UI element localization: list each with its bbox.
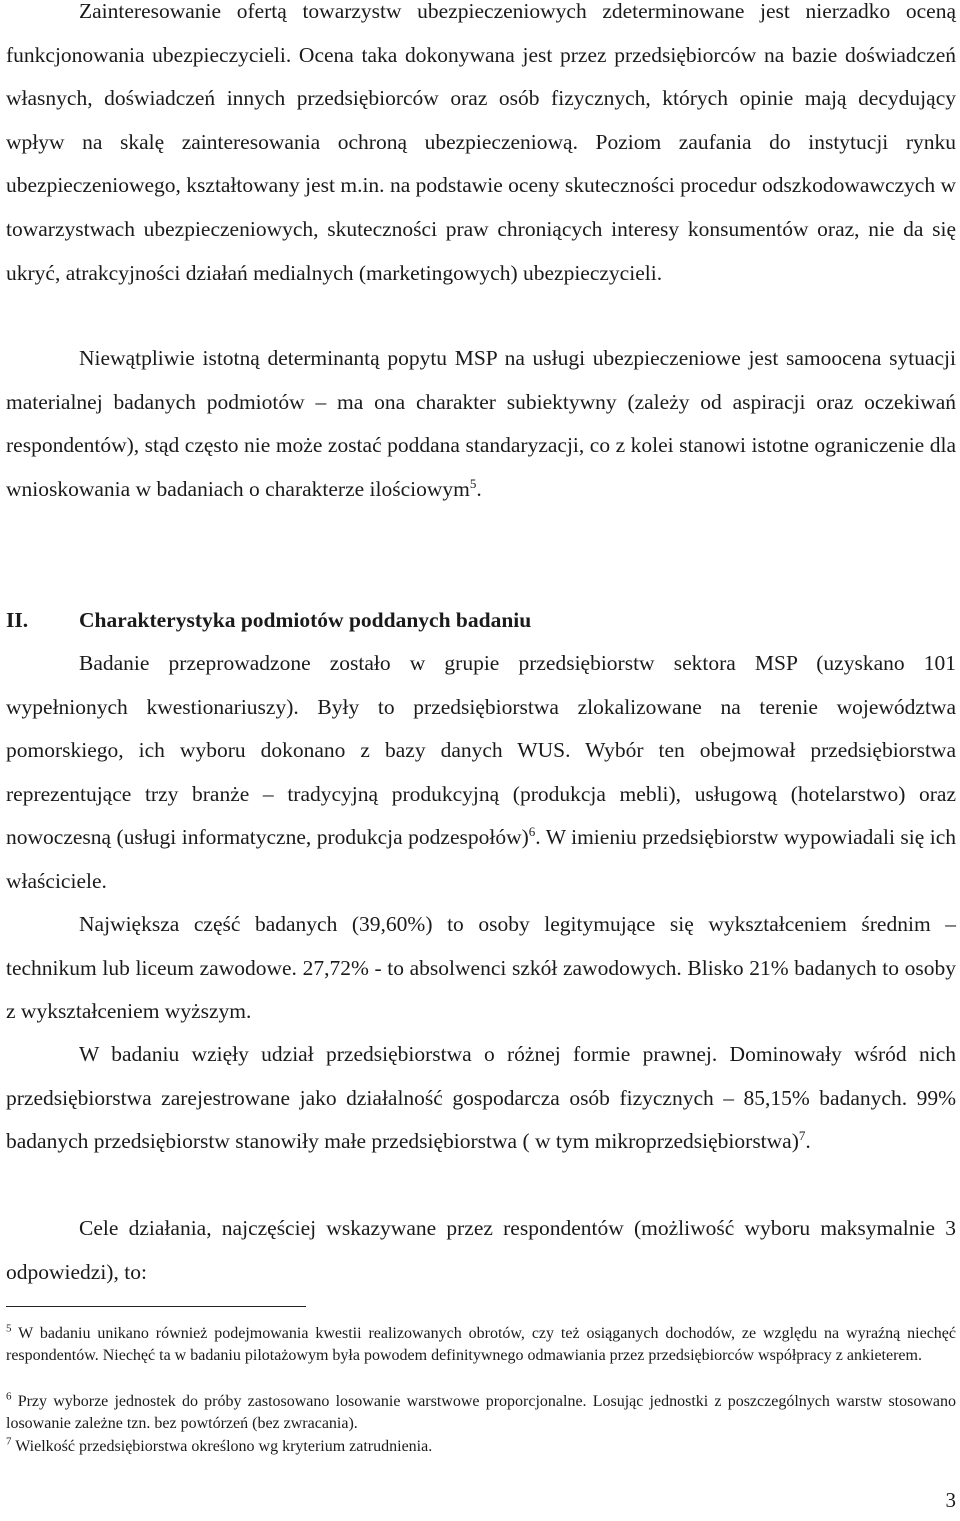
paragraph-2: Niewątpliwie istotną determinantą popytu MSP na usługi ubezpieczeniowe jest samoocena sytuacji materialnej badanych podmiotów – ma ona charakter subiektywny (zależy od aspiracji oraz oczekiwań respondentów), stąd często nie może zostać poddana standaryzacji, co z kolei stanowi istotne ograniczenie dla wnioskowania w badaniach o charakterze ilościowym$^5$.	[6, 346, 956, 501]
footnote-ref-7: 7	[798, 1128, 806, 1144]
footnote-7: $^7$ Wielkość przedsiębiorstwa określono wg kryterium zatrudnienia.	[6, 1435, 433, 1455]
footnote-5: $^5$ W badaniu unikano również podejmowania kwestii realizowanych obrotów, czy też osiąganych dochodów, ze względu na wyraźną niechęć respondentów. Niechęć ta w badaniu pilotażowym była powodem definitywnego odmawiania przez przedsiębiorców współpracy z ankieterem.	[6, 1322, 956, 1365]
paragraph-5: W badaniu wzięły udział przedsiębiorstwa o różnej formie prawnej. Dominowały wśród nich przedsiębiorstwa zarejestrowane jako działalność gospodarcza osób fizycznych – 85,15% badanych. 99% badanych przedsiębiorstw stanowiły małe przedsiębiorstwa ( w tym mikroprzedsiębiorstwa)$^7$.	[6, 1042, 956, 1154]
footnote-separator	[6, 1306, 306, 1307]
section-heading	[6, 600, 531, 640]
footnote-6: $^6$ Przy wyborze jednostek do próby zastosowano losowanie warstwowe proporcjonalne. Losując jednostki z poszczególnych warstw stosowano losowanie zależne tzn. bez powtórzeń (bez zwracania).	[6, 1390, 956, 1433]
paragraph-6: Cele działania, najczęściej wskazywane przez respondentów (możliwość wyboru maksymalnie 3 odpowiedzi), to:	[6, 1216, 956, 1284]
footnote-ref-5: 5	[469, 475, 477, 491]
section-number: II.	[6, 608, 29, 632]
footnote-ref-6: 6	[528, 824, 536, 840]
page-number: 3	[945, 1488, 956, 1512]
section-title: Charakterystyka podmiotów poddanych badaniu	[79, 608, 532, 632]
paragraph-3: Badanie przeprowadzone zostało w grupie przedsiębiorstw sektora MSP (uzyskano 101 wypełnionych kwestionariuszy). Były to przedsiębiorstwa zlokalizowane na terenie województwa pomorskiego, ich wyboru dokonano z bazy danych WUS. Wybór ten obejmował przedsiębiorstwa reprezentujące trzy branże – tradycyjną produkcyjną (produkcja mebli), usługową (hotelarstwo) oraz nowoczesną (usługi informatyczne, produkcja podzespołów)$^6$. W imieniu przedsiębiorstw wypowiadali się ich właściciele.	[6, 651, 956, 893]
paragraph-1: Zainteresowanie ofertą towarzystw ubezpieczeniowych zdeterminowane jest nierzadko oceną funkcjonowania ubezpieczycieli. Ocena taka dokonywana jest przez przedsiębiorców na bazie doświadczeń własnych, doświadczeń innych przedsiębiorców oraz osób fizycznych, których opinie mają decydujący wpływ na skalę zainteresowania ochroną ubezpieczeniową. Poziom zaufania do instytucji rynku ubezpieczeniowego, kształtowany jest m.in. na podstawie oceny skuteczności procedur odszkodowawczych w towarzystwach ubezpieczeniowych, skuteczności praw chroniących interesy konsumentów oraz, nie da się ukryć, atrakcyjności działań medialnych (marketingowych) ubezpieczycieli.	[6, 0, 956, 285]
paragraph-4: Największa część badanych (39,60%) to osoby legitymujące się wykształceniem średnim – technikum lub liceum zawodowe. 27,72% - to absolwenci szkół zawodowych. Blisko 21% badanych to osoby z wykształceniem wyższym.	[6, 912, 956, 1024]
